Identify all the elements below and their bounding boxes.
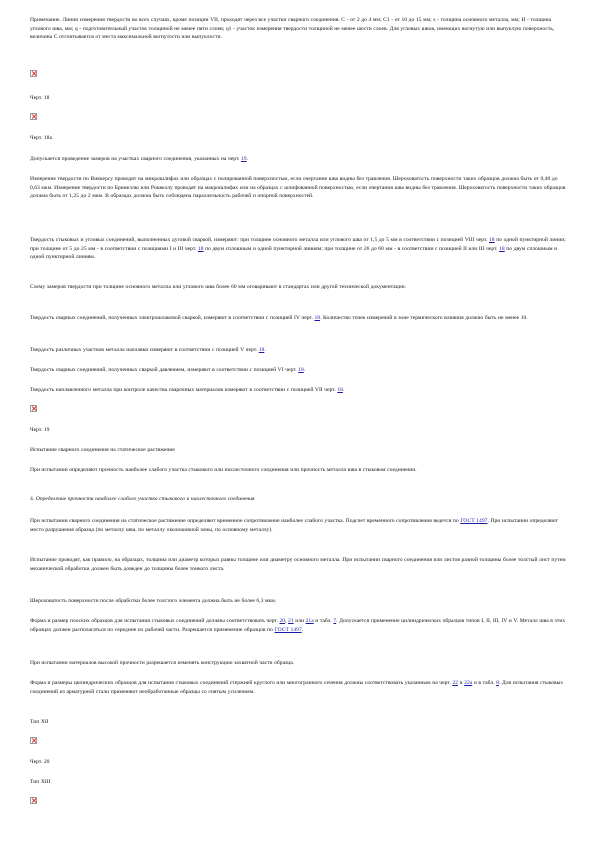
link-fig-22[interactable]: 22 bbox=[452, 680, 458, 686]
broken-image-icon bbox=[30, 797, 37, 804]
paragraph: Твердость наплавленного металла при контроле качества сварочных материалов измеряют в соответствии с позицией VII черт. 18. bbox=[30, 387, 345, 393]
link-fig-21[interactable]: 21 bbox=[288, 618, 294, 624]
figure-caption-20: Черт. 20 bbox=[30, 759, 50, 765]
figure-caption-19: Черт. 19 bbox=[30, 427, 50, 433]
link-fig-18[interactable]: 18 bbox=[258, 347, 265, 353]
figure-caption-18a: Черт. 18а bbox=[30, 135, 52, 141]
paragraph: Схему замеров твердости при толщине основного металла или углового шва более 60 мм оговаривают в стандартах или другой технической документации. bbox=[30, 284, 406, 290]
section-heading: Испытание сварного соединения на статическое растяжение bbox=[30, 447, 175, 453]
paragraph: Форма и размер плоских образцов для испытания стыковых соединений должны соответствовать черт. 20, 21 или 21а и табл. 7. Допускается применение цилиндрических образцов типов I, II, III, IV и V. Металл шва в этих образцах должен располагаться по середине их рабочей части. Разрешается применение образцов по ГОСТ 1497. bbox=[30, 618, 566, 633]
paragraph: Твердость различных участков металла наплавки измеряют в соответствии с позицией V черт. 18. bbox=[30, 347, 266, 353]
link-fig-18[interactable]: 18 bbox=[337, 387, 343, 393]
link-fig-18[interactable]: 18 bbox=[499, 245, 505, 252]
paragraph: При испытании определяют прочность наиболее слабого участка стыкового или нахлесточного соединения или прочность металла шва в стыковом соединении. bbox=[30, 467, 417, 473]
link-fig-19[interactable]: 19 bbox=[240, 156, 247, 162]
broken-image-icon bbox=[30, 737, 37, 744]
link-table-7[interactable]: 7 bbox=[333, 618, 337, 624]
link-fig-18[interactable]: 18 bbox=[197, 245, 204, 252]
paragraph: Шероховатость поверхности после обработки более толстого элемента должна быть не более 6,3 мкм. bbox=[30, 598, 277, 604]
link-fig-18[interactable]: 18 bbox=[298, 367, 304, 373]
link-fig-18[interactable]: 18 bbox=[489, 237, 495, 243]
paragraph: При испытании сварного соединения на статическое растяжение определяют временное сопротивление наиболее слабого участка. Подсчет временного сопротивления ведется по ГОСТ 1497. При испытании определяют место разрушения образца (по металлу шва, по металлу околошовной зоны, по основному металлу). bbox=[30, 518, 558, 533]
paragraph: Измерение твердости по Виккерсу проводят на микрошлифах или образцах с полированной поверхностью, если очертание шва видны без травления. Шероховатость поверхности таких образцов должна быть от 0,40 до 0,63 мкм. Измерение твердости по Бринеллю или Роквеллу проводят на макрошлифах или на образцах с шлифованной поверхностью, если очертания шва видны без травления. Шероховатость поверхности таких образцов должна быть от 1,25 до 2 мкм. В образцах должна быть соблюдена параллельность рабочей и опорной поверхностей. bbox=[30, 176, 566, 200]
paragraph: Твердость сварных соединений, полученных электрошлаковой сваркой, измеряют в соответствии с позицией IV черт. 18. Количество точек измерений в зоне термического влияния должно быть не менее 10. bbox=[30, 315, 528, 321]
broken-image-icon bbox=[30, 70, 37, 77]
subsection-heading: 4. Определение прочности наиболее слабого участка стыкового и нахлесточного соединения bbox=[30, 496, 255, 502]
paragraph: Допускается проведение замеров на участках сварного соединения, указанных на черт. 19. bbox=[30, 156, 248, 162]
paragraph: Испытание проводят, как правило, на образцах, толщина или диаметр которых равны толщине или диаметру основного металла. При испытании сварного соединения или листов разной толщины более толстый лист путем механической обработки должен быть доведен до толщины более тонкого листа. bbox=[30, 557, 566, 572]
type-label-xii: Тип XII bbox=[30, 719, 49, 725]
link-fig-18[interactable]: 18 bbox=[314, 315, 321, 321]
link-fig-20[interactable]: 20 bbox=[279, 618, 286, 624]
broken-image-icon bbox=[30, 405, 37, 412]
broken-image-icon bbox=[30, 113, 37, 120]
link-fig-22a[interactable]: 22а bbox=[464, 680, 473, 686]
paragraph: Твердость сварных соединений, полученных сваркой давлением, измеряют в соответствии с позицией VI черт. 18. bbox=[30, 367, 306, 373]
paragraph: При испытании материалов высокой прочности разрешается изменять конструкцию захватной части образца. bbox=[30, 660, 295, 666]
note-paragraph: Примечание. Линии измерения твердости во всех случаях, кроме позиции VII, проходят через все участки сварного соединения. С - от 2 до 4 мм; С1 - от 10 до 15 мм; s - толщина основного металла, мм; H - толщина углового шва, мм; q - подготовительный участок толщиной не менее пяти слоев; q1 - участок измерения твердости толщиной не менее шести слоев. Для угловых швов, имеющих вогнутую или выпуклую поверхность, величина С отсчитывается от места максимальной вогнутости или выпуклости. bbox=[30, 17, 555, 41]
link-table-8[interactable]: 8 bbox=[496, 680, 499, 686]
paragraph: Форма и размеры цилиндрических образцов для испытания стыковых соединений стержней круглого или многогранного сечения должны соответствовать указанным на черт. 22 и 22а и в табл. 8. Для испытания стыковых соединений из арматурной стали применяют необработанные образцы со снятым усилением. bbox=[30, 680, 564, 695]
link-gost-1497[interactable]: ГОСТ 1497 bbox=[274, 626, 302, 633]
figure-caption-18: Черт. 18 bbox=[30, 95, 50, 101]
paragraph: Твердость стыковых и угловых соединений, выполненных дуговой сваркой, измеряют: при толщине основного металла или углового шва от 1,5 до 5 мм в соответствии с позицией VIII черт. 18 по одной пунктирной линии; при толщине от 5 до 25 мм - в соответствии с позициями I и III черт. 18 по двум сплошным и одной пунктирной линиям; при толщине от 26 до 60 мм - в соответствии с позицией II или III черт. 18 по двум сплошным и одной пунктирной линиям. bbox=[30, 237, 566, 261]
link-fig-21a[interactable]: 21а bbox=[305, 618, 314, 624]
link-gost-1497[interactable]: ГОСТ 1497 bbox=[460, 518, 488, 524]
type-label-xiii: Тип XIII bbox=[30, 779, 51, 785]
